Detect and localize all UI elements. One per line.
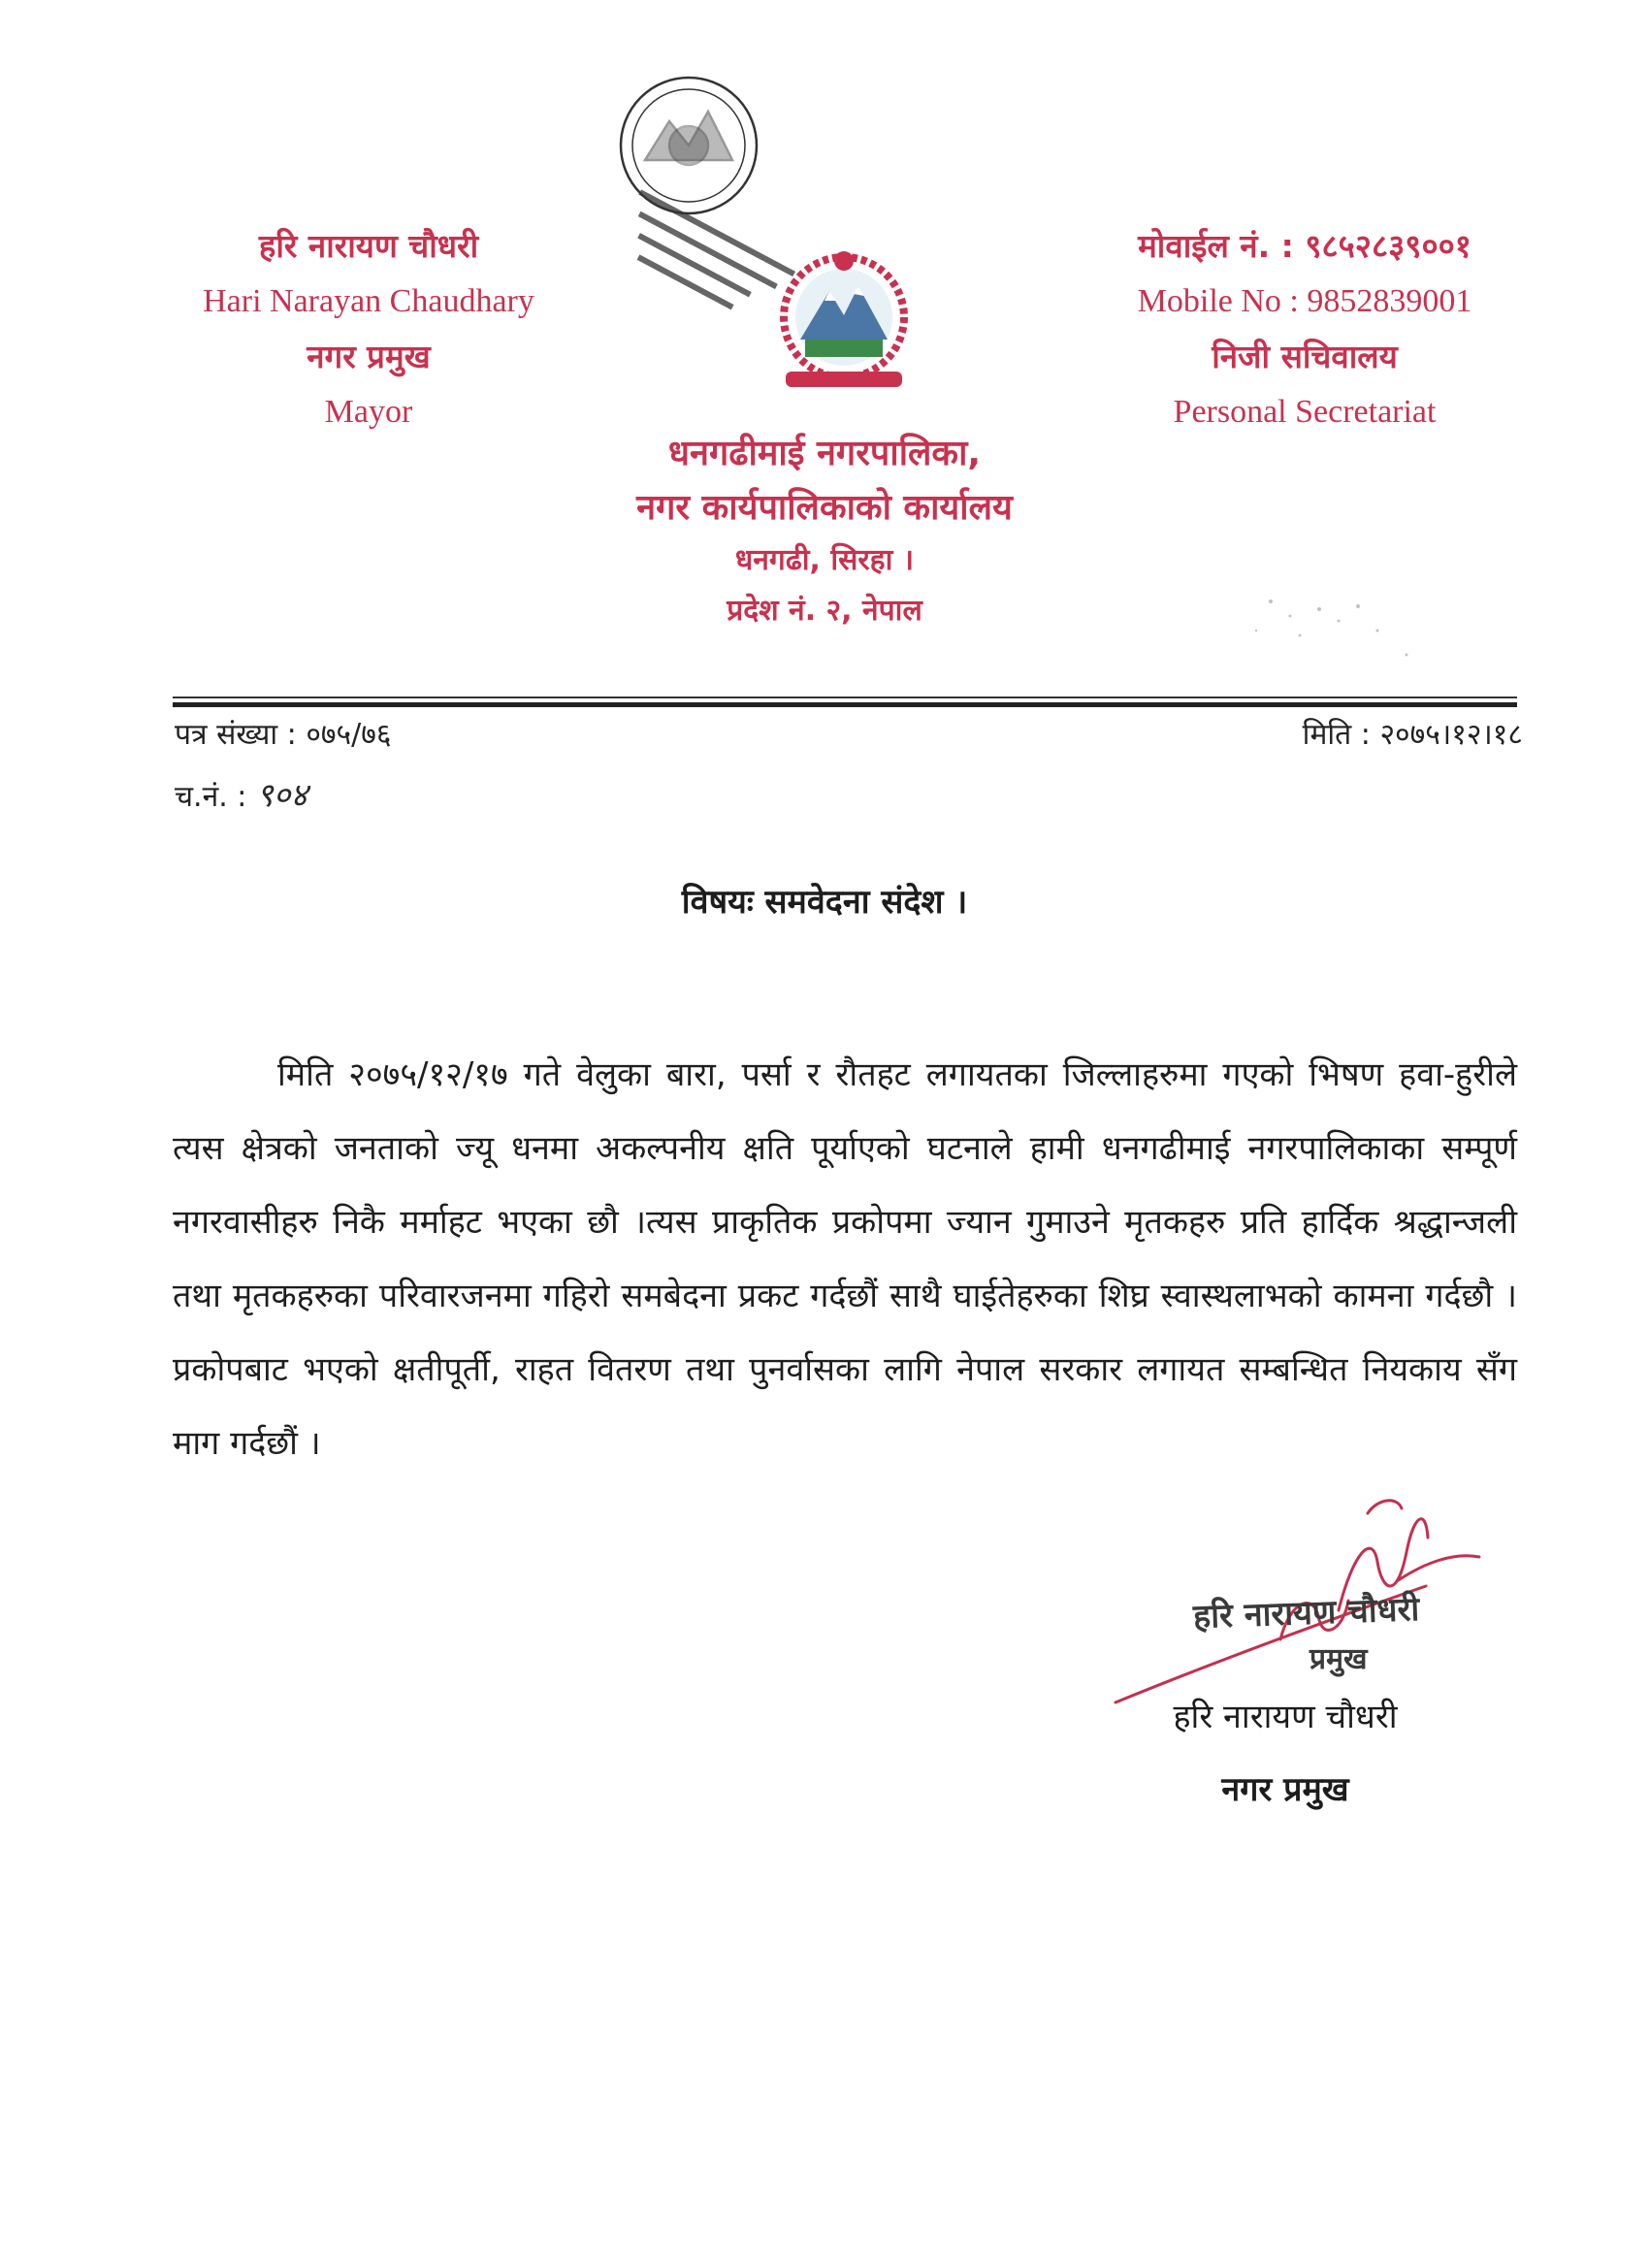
letter-number (175, 713, 391, 753)
letter-number-label: पत्र संख्या : (175, 718, 297, 752)
dispatch-number (175, 771, 307, 816)
letter-subject: विषयः समवेदना संदेश । (681, 883, 968, 922)
letter-body: मिति २०७५/१२/१७ गते वेलुका बारा, पर्सा र रौतहट लगायतका जिल्लाहरुमा गएको भिषण हवा-हुरीले त्यस क्षेत्रको जनताको ज्यू धनमा अकल्पनीय क्षति पूर्याएको घटनाले हामी धनगढीमाई नगरपालिकाका सम्पूर्ण नगरवासीहरु निकै मर्माहट भएका छौ ।त्यस प्राकृतिक प्रकोपमा ज्यान गुमाउने मृतकहरु प्रति हार्दिक श्रद्धान्जली तथा मृतकहरुका परिवारजनमा गहिरो समबेदना प्रकट गर्दछौं साथै घाईतेहरुका शिघ्र स्वास्थलाभको कामना गर्दछौ । प्रकोपबाट भएको क्षतीपूर्ती, राहत वितरण तथा पुनर्वासका लागि नेपाल सरकार लगायत सम्बन्धित नियकाय सँग माग गर्दछौं । (173, 1055, 1517, 1463)
letter-date (1303, 713, 1523, 753)
mayor-title-nepali: नगर प्रमुख (307, 338, 431, 375)
letter-number-value: ०७५/७६ (306, 718, 392, 752)
signatory-title: नगर प्रमुख (1221, 1770, 1349, 1809)
mayor-name-nepali: हरि नारायण चौधरी (258, 227, 479, 265)
mobile-number-nepali: मोवाईल नं. : ९८५२८३९००१ (1138, 227, 1471, 265)
mayor-title-english: Mayor (324, 394, 413, 430)
executive-office-name: नगर कार्यपालिकाको कार्यालय (636, 488, 1013, 528)
header-divider-thin (173, 697, 1517, 698)
signatory-name: हरि नारायण चौधरी (1173, 1698, 1398, 1736)
office-location: धनगढी, सिरहा । (734, 543, 915, 577)
office-name-english: Personal Secretariat (1173, 394, 1437, 430)
header-divider-thick (173, 702, 1517, 707)
date-value: २०७५।१२।१८ (1379, 718, 1523, 752)
office-name-nepali: निजी सचिवालय (1212, 338, 1398, 375)
letterhead-office-address (534, 427, 1116, 636)
dispatch-number-value: ९०४ (255, 776, 308, 815)
dispatch-number-label: च.नं. : (175, 780, 247, 814)
mayor-name-english: Hari Narayan Chaudhary (203, 283, 534, 319)
nepal-emblem-logo (747, 247, 941, 403)
signature-stamp-title: प्रमुख (1310, 1642, 1368, 1676)
municipality-name: धनगढीमाई नगरपालिका, (667, 434, 982, 473)
signature-stamp-name: हरि नारायण चौधरी (1192, 1589, 1420, 1637)
scan-speckle (1212, 563, 1426, 679)
date-label: मिति : (1302, 718, 1371, 752)
mobile-number-english: Mobile No : 9852839001 (1137, 283, 1472, 319)
letterhead-left (146, 218, 592, 439)
office-province: प्रदेश नं. २, नेपाल (727, 594, 922, 628)
letterhead-right (1077, 218, 1533, 439)
